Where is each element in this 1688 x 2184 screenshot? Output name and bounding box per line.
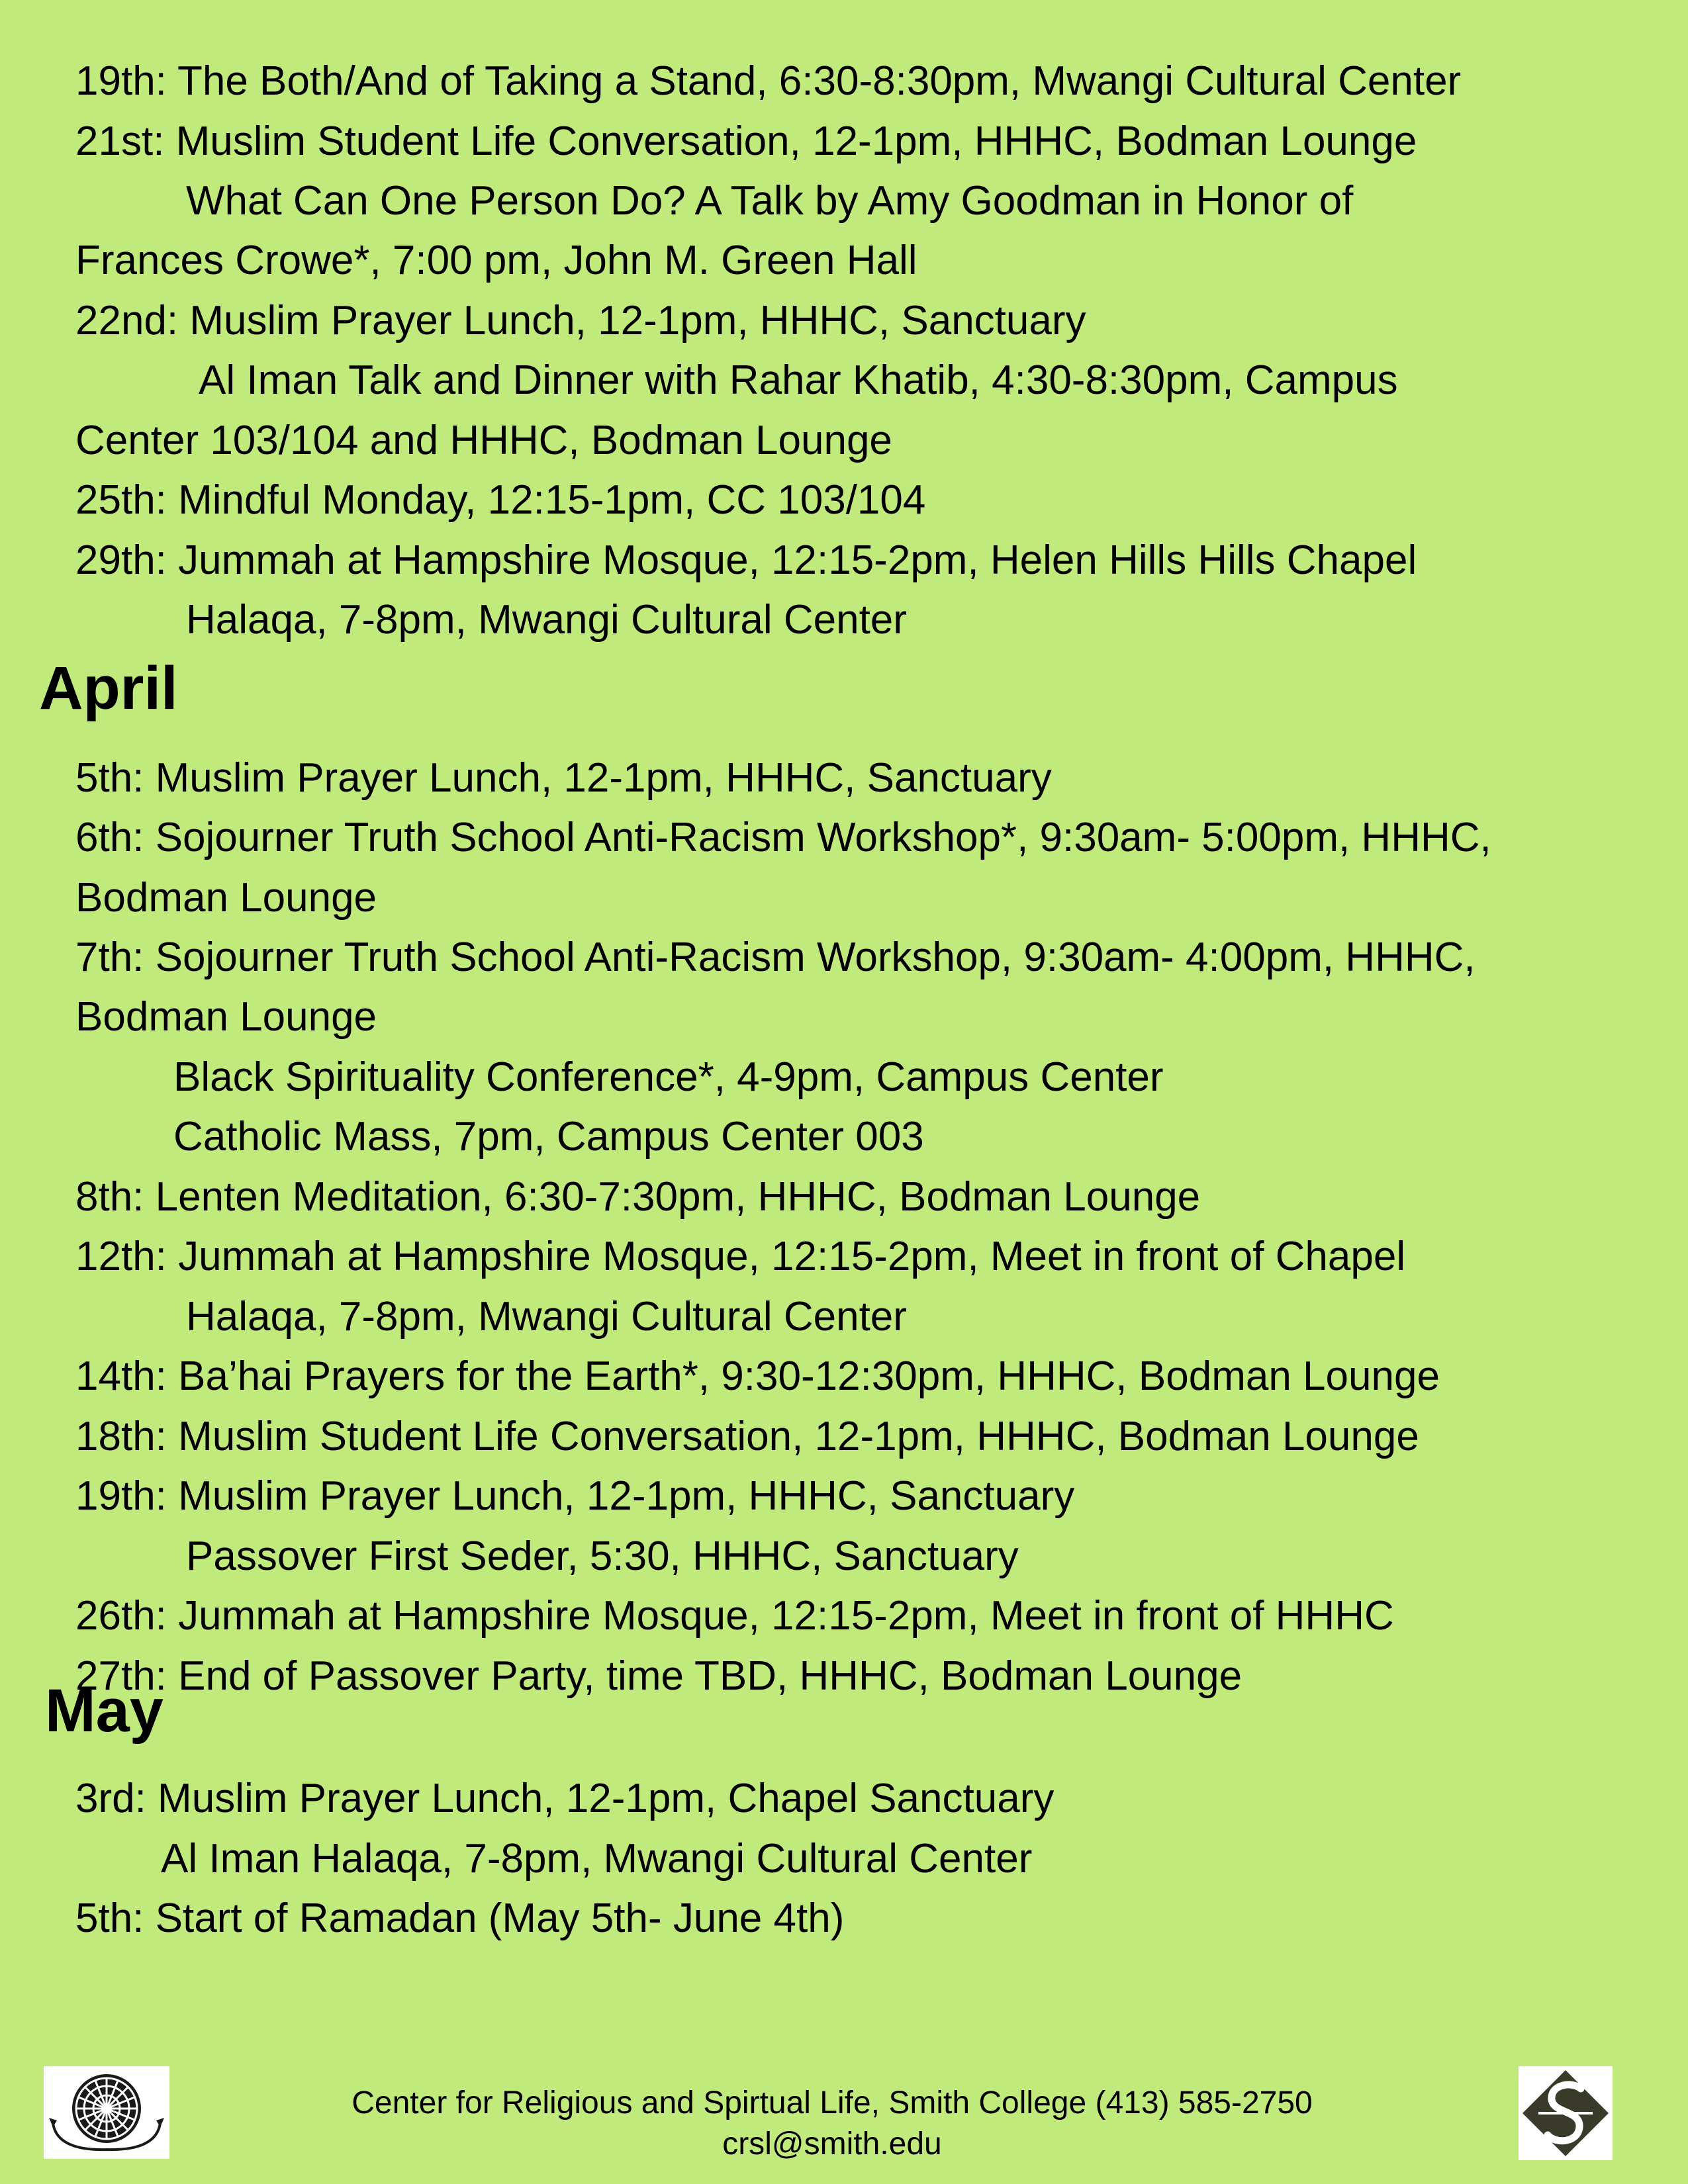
april-event-19th-seder: Passover First Seder, 5:30, HHHC, Sanctuary [186,1533,1019,1579]
march-event-22nd-dinner-cont: Center 103/104 and HHHC, Bodman Lounge [75,418,892,463]
april-event-5th: 5th: Muslim Prayer Lunch, 12-1pm, HHHC, Sanctuary [75,755,1052,801]
may-heading: May [45,1677,164,1745]
april-event-7th: 7th: Sojourner Truth School Anti-Racism Workshop, 9:30am- 4:00pm, HHHC, [75,934,1476,980]
march-event-29th: 29th: Jummah at Hampshire Mosque, 12:15-2pm, Helen Hills Hills Chapel [75,537,1417,583]
march-event-19th: 19th: The Both/And of Taking a Stand, 6:30-8:30pm, Mwangi Cultural Center [75,58,1462,104]
april-event-18th: 18th: Muslim Student Life Conversation, 12-1pm, HHHC, Bodman Lounge [75,1414,1419,1459]
april-event-26th: 26th: Jummah at Hampshire Mosque, 12:15-2pm, Meet in front of HHHC [75,1593,1394,1639]
april-event-7th-cont: Bodman Lounge [75,994,377,1040]
may-event-5th: 5th: Start of Ramadan (May 5th- June 4th) [75,1895,845,1941]
april-event-12th: 12th: Jummah at Hampshire Mosque, 12:15-2pm, Meet in front of Chapel [75,1234,1406,1279]
march-event-21st-talk: What Can One Person Do? A Talk by Amy Goodman in Honor of [186,178,1354,224]
may-event-3rd: 3rd: Muslim Prayer Lunch, 12-1pm, Chapel Sanctuary [75,1776,1055,1821]
may-event-3rd-halaqa: Al Iman Halaqa, 7-8pm, Mwangi Cultural Center [161,1836,1033,1882]
april-event-6th: 6th: Sojourner Truth School Anti-Racism Workshop*, 9:30am- 5:00pm, HHHC, [75,815,1491,860]
march-event-22nd: 22nd: Muslim Prayer Lunch, 12-1pm, HHHC, Sanctuary [75,298,1086,343]
april-event-8th: 8th: Lenten Meditation, 6:30-7:30pm, HHHC, Bodman Lounge [75,1174,1201,1220]
april-heading: April [39,655,178,722]
april-event-7th-mass: Catholic Mass, 7pm, Campus Center 003 [173,1114,924,1160]
april-event-27th: 27th: End of Passover Party, time TBD, HHHC, Bodman Lounge [75,1653,1243,1699]
march-event-21st: 21st: Muslim Student Life Conversation, 12-1pm, HHHC, Bodman Lounge [75,118,1417,164]
footer-email: crsl@smith.edu [722,2126,942,2161]
april-event-6th-cont: Bodman Lounge [75,875,377,921]
march-event-22nd-dinner: Al Iman Talk and Dinner with Rahar Khatib, 4:30-8:30pm, Campus [199,357,1398,403]
april-event-14th: 14th: Ba’hai Prayers for the Earth*, 9:30-12:30pm, HHHC, Bodman Lounge [75,1353,1440,1399]
march-event-29th-halaqa: Halaqa, 7-8pm, Mwangi Cultural Center [186,597,907,643]
footer-contact-line: Center for Religious and Spirtual Life, Smith College (413) 585-2750 [352,2085,1313,2120]
april-event-19th: 19th: Muslim Prayer Lunch, 12-1pm, HHHC, Sanctuary [75,1473,1075,1519]
march-event-21st-talk-cont: Frances Crowe*, 7:00 pm, John M. Green Hall [75,238,917,283]
april-event-7th-conference: Black Spirituality Conference*, 4-9pm, Campus Center [173,1054,1164,1100]
march-event-25th: 25th: Mindful Monday, 12:15-1pm, CC 103/104 [75,477,926,523]
april-event-12th-halaqa: Halaqa, 7-8pm, Mwangi Cultural Center [186,1294,907,1340]
